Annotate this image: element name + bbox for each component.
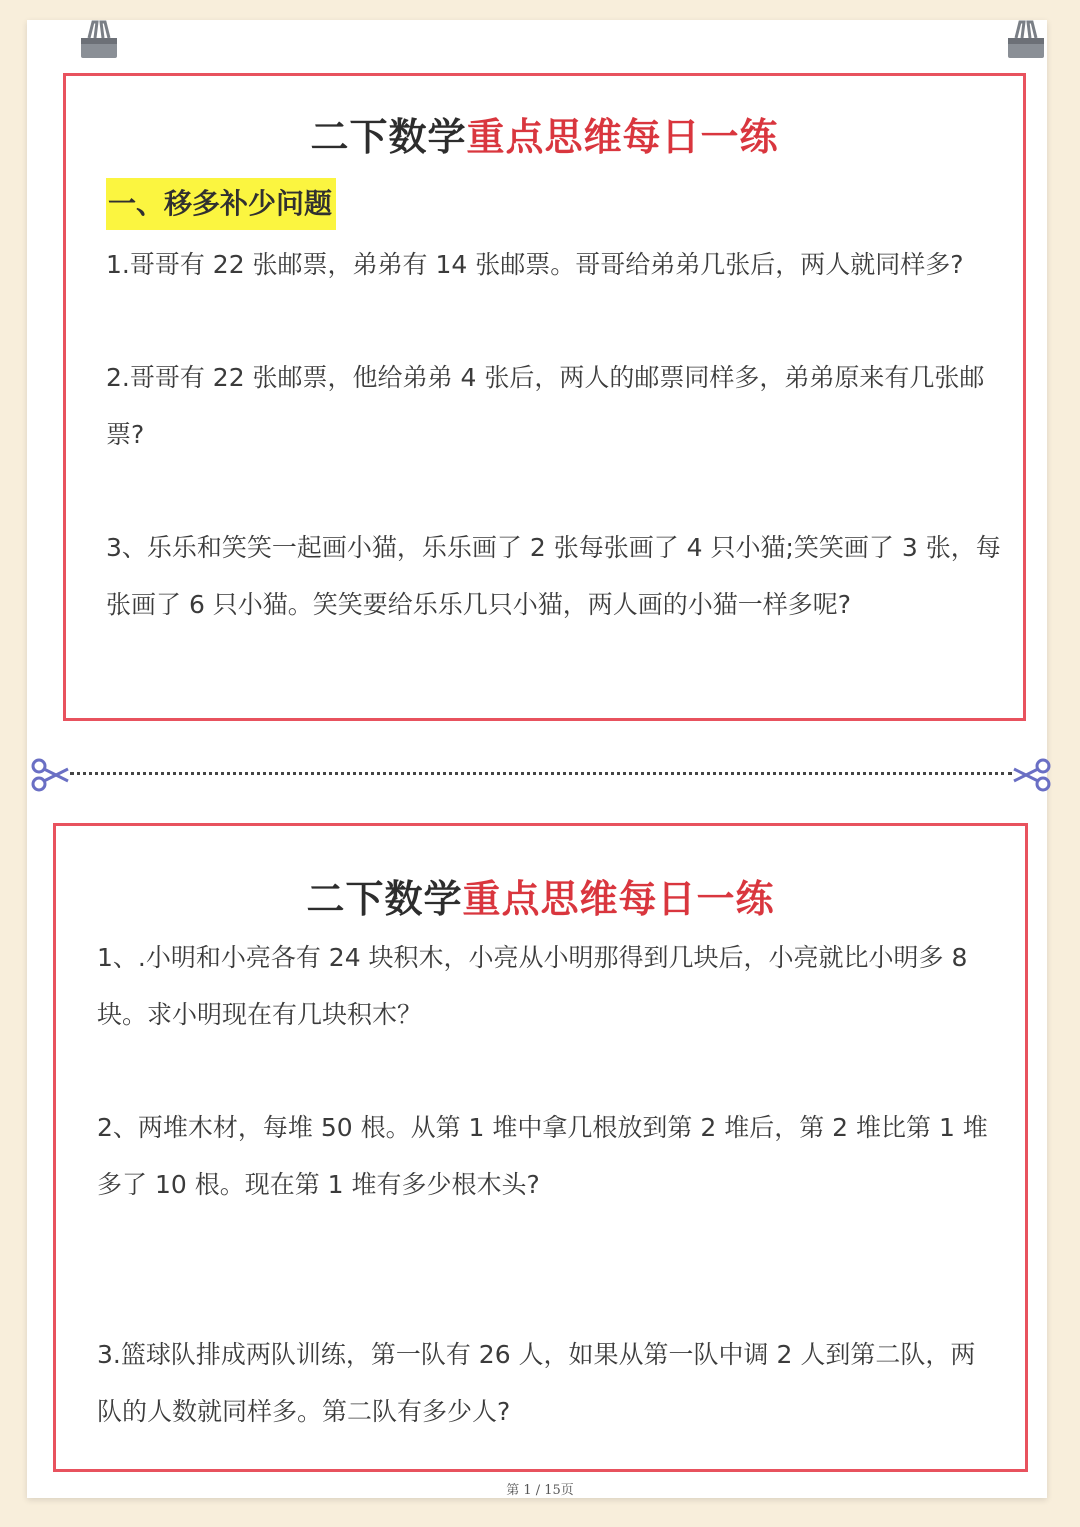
worksheet-title: 二下数学重点思维每日一练 xyxy=(306,876,775,921)
dotted-divider xyxy=(70,772,1012,775)
scissors-icon xyxy=(1012,757,1052,793)
question-2: 2.哥哥有 22 张邮票，他给弟弟 4 张后，两人的邮票同样多，弟弟原来有几张邮 票? xyxy=(106,363,985,449)
worksheet-card-1 xyxy=(63,73,1026,721)
cut-line xyxy=(30,755,1052,795)
binder-clip-icon xyxy=(1004,20,1048,64)
worksheet-card-2 xyxy=(53,823,1028,1472)
binder-clip-icon xyxy=(77,20,121,64)
worksheet-title: 二下数学重点思维每日一练 xyxy=(310,114,779,159)
question-3: 3、乐乐和笑笑一起画小猫，乐乐画了 2 张每张画了 4 只小猫;笑笑画了 3 张，每 张画了 6 只小猫。笑笑要给乐乐几只小猫，两人画的小猫一样多呢? xyxy=(106,533,1001,619)
question-1: 1.哥哥有 22 张邮票，弟弟有 14 张邮票。哥哥给弟弟几张后，两人就同样多? xyxy=(106,250,964,279)
section-heading: 一、移多补少问题 xyxy=(106,178,336,230)
question-1: 1、.小明和小亮各有 24 块积木，小亮从小明那得到几块后，小亮就比小明多 8 块。求小明现在有几块积木？ xyxy=(97,943,968,1029)
scissors-icon xyxy=(30,757,70,793)
question-2: 2、两堆木材，每堆 50 根。从第 1 堆中拿几根放到第 2 堆后，第 2 堆比第 1 堆 多了 10 根。现在第 1 堆有多少根木头? xyxy=(97,1113,988,1199)
page-number: 第 1 / 15页 xyxy=(506,1483,574,1498)
question-3: 3.篮球队排成两队训练，第一队有 26 人，如果从第一队中调 2 人到第二队，两 队的人数就同样多。第二队有多少人? xyxy=(97,1340,976,1426)
